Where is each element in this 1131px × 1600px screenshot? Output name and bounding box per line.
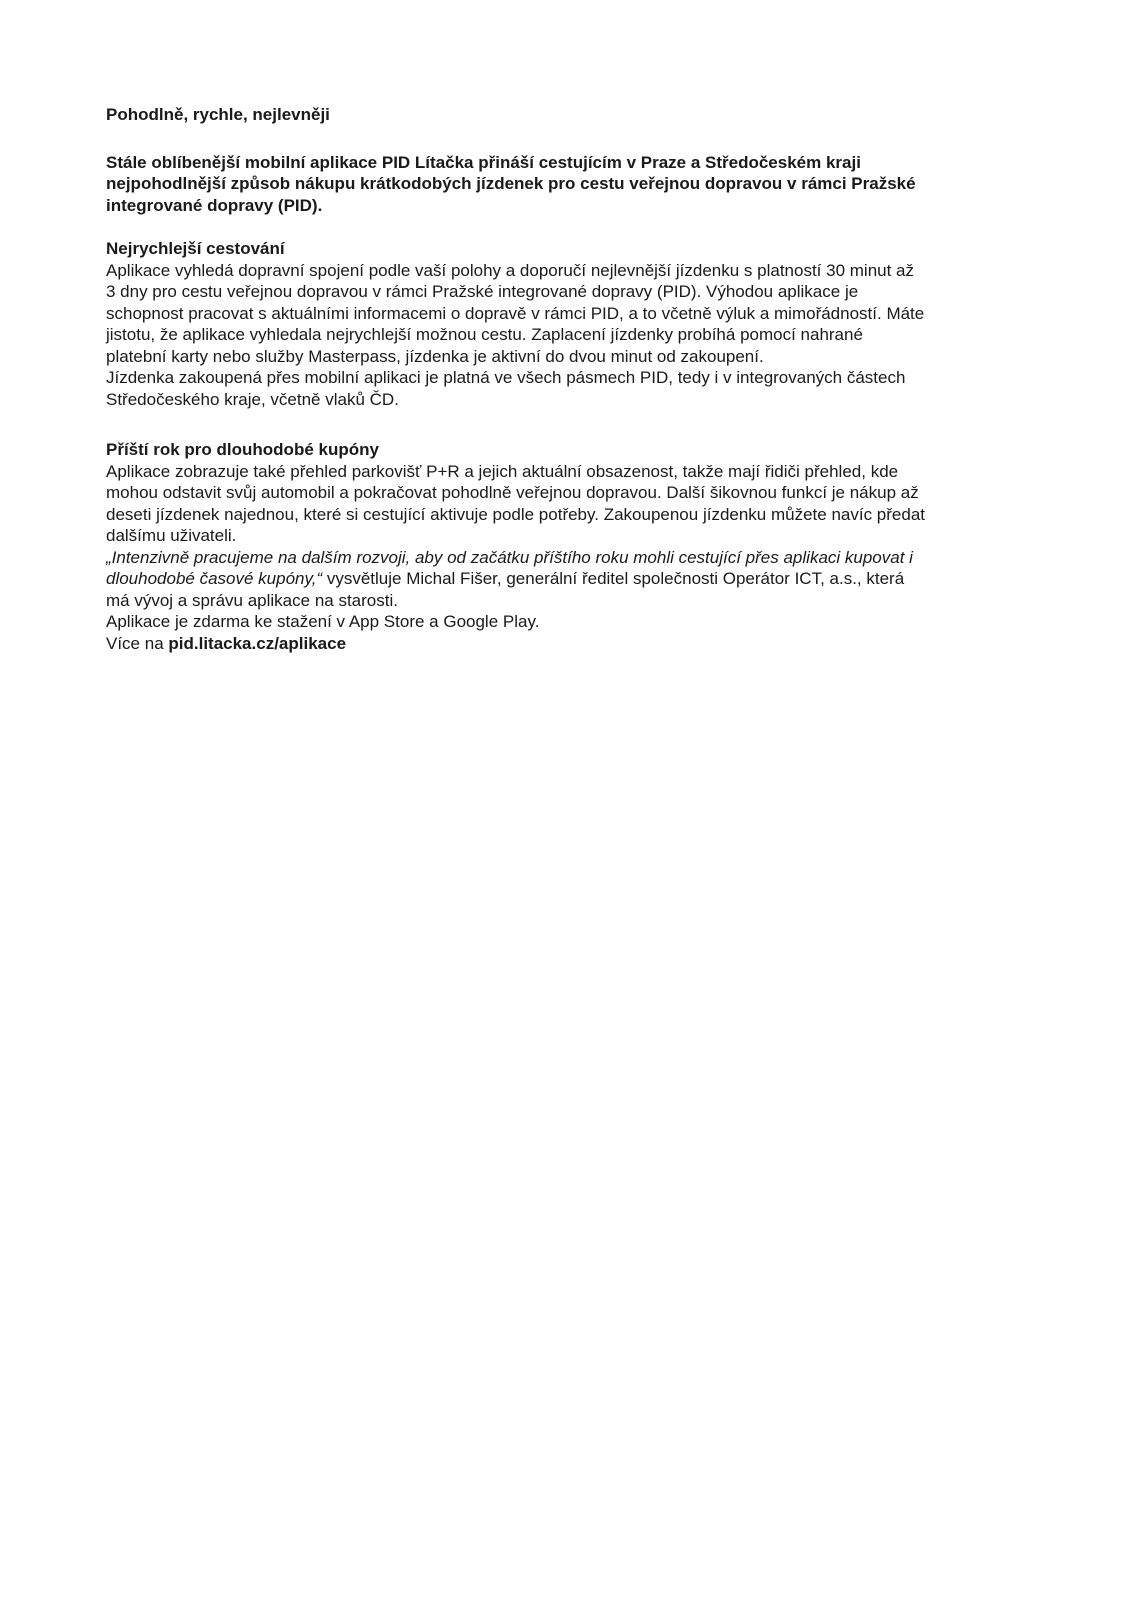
text-line: jistotu, že aplikace vyhledala nejrychlejší možnou cestu. Zaplacení jízdenky probíhá pomocí nahrané (106, 325, 863, 344)
text-line: schopnost pracovat s aktuálními informacemi o dopravě v rámci PID, a to včetně výluk a mimořádností. Máte (106, 303, 925, 323)
quote-text-line: „Intenzivně pracujeme na dalším rozvoji, aby od začátku příštího roku mohli cestující přes aplikaci kupovat i (106, 547, 913, 567)
download-info-line: Aplikace je zdarma ke stažení v App Store a Google Play. (106, 612, 540, 631)
intro-paragraph (106, 152, 1011, 217)
quote-text-line (106, 568, 1011, 590)
section-heading-fastest-travel: Nejrychlejší cestování (106, 239, 285, 258)
closing-paragraph (106, 611, 1011, 654)
body-paragraph (106, 260, 1011, 368)
quote-paragraph (106, 547, 1011, 612)
quote-text-line: má vývoj a správu aplikace na starosti. (106, 590, 398, 610)
text-line: dalšímu uživateli. (106, 526, 237, 545)
text-line: Aplikace zobrazuje také přehled parkovišť P+R a jejich aktuální obsazenost, takže mají řidiči přehled, kde (106, 461, 899, 481)
document-title: Pohodlně, rychle, nejlevněji (106, 105, 330, 124)
text-line: Stále oblíbenější mobilní aplikace PID Lítačka přináší cestujícím v Praze a Středočeském kraji (106, 152, 861, 172)
text-line: nejpohodlnější způsob nákupu krátkodobých jízdenek pro cestu veřejnou dopravou v rámci Pražské (106, 174, 916, 193)
text-line: integrované dopravy (PID). (106, 195, 323, 215)
body-paragraph (106, 367, 1011, 410)
more-info-line (106, 633, 1011, 655)
text-line: Jízdenka zakoupená přes mobilní aplikaci je platná ve všech pásmech PID, tedy i v integrovaných částech (106, 368, 906, 387)
text-line: Aplikace vyhledá dopravní spojení podle vaší polohy a doporučí nejlevnější jízdenku s platností 30 minut až (106, 260, 914, 280)
section-heading-long-term-coupons: Příští rok pro dlouhodobé kupóny (106, 440, 379, 459)
text-line: 3 dny pro cestu veřejnou dopravou v rámci Pražské integrované dopravy (PID). Výhodou aplikace je (106, 282, 859, 301)
text-line: platební karty nebo služby Masterpass, jízdenka je aktivní do dvou minut od zakoupení. (106, 346, 764, 366)
section-fastest-travel (106, 238, 1011, 410)
quote-attribution-fragment: vysvětluje Michal Fišer, generální ředitel společnosti Operátor ICT, a.s., která (322, 569, 905, 588)
website-link-text: pid.litacka.cz/aplikace (168, 633, 347, 653)
quote-italic-fragment: dlouhodobé časové kupóny,“ (106, 569, 323, 588)
text-line: mohou odstavit svůj automobil a pokračovat pohodlně veřejnou dopravou. Další šikovnou funkcí je nákup až (106, 483, 919, 502)
more-info-prefix: Více na (106, 633, 169, 653)
text-line: deseti jízdenek najednou, které si cestující aktivuje podle potřeby. Zakoupenou jízdenku můžete navíc předat (106, 504, 926, 524)
section-long-term-coupons (106, 439, 1011, 654)
body-paragraph (106, 461, 1011, 547)
text-line: Středočeského kraje, včetně vlaků ČD. (106, 389, 399, 409)
